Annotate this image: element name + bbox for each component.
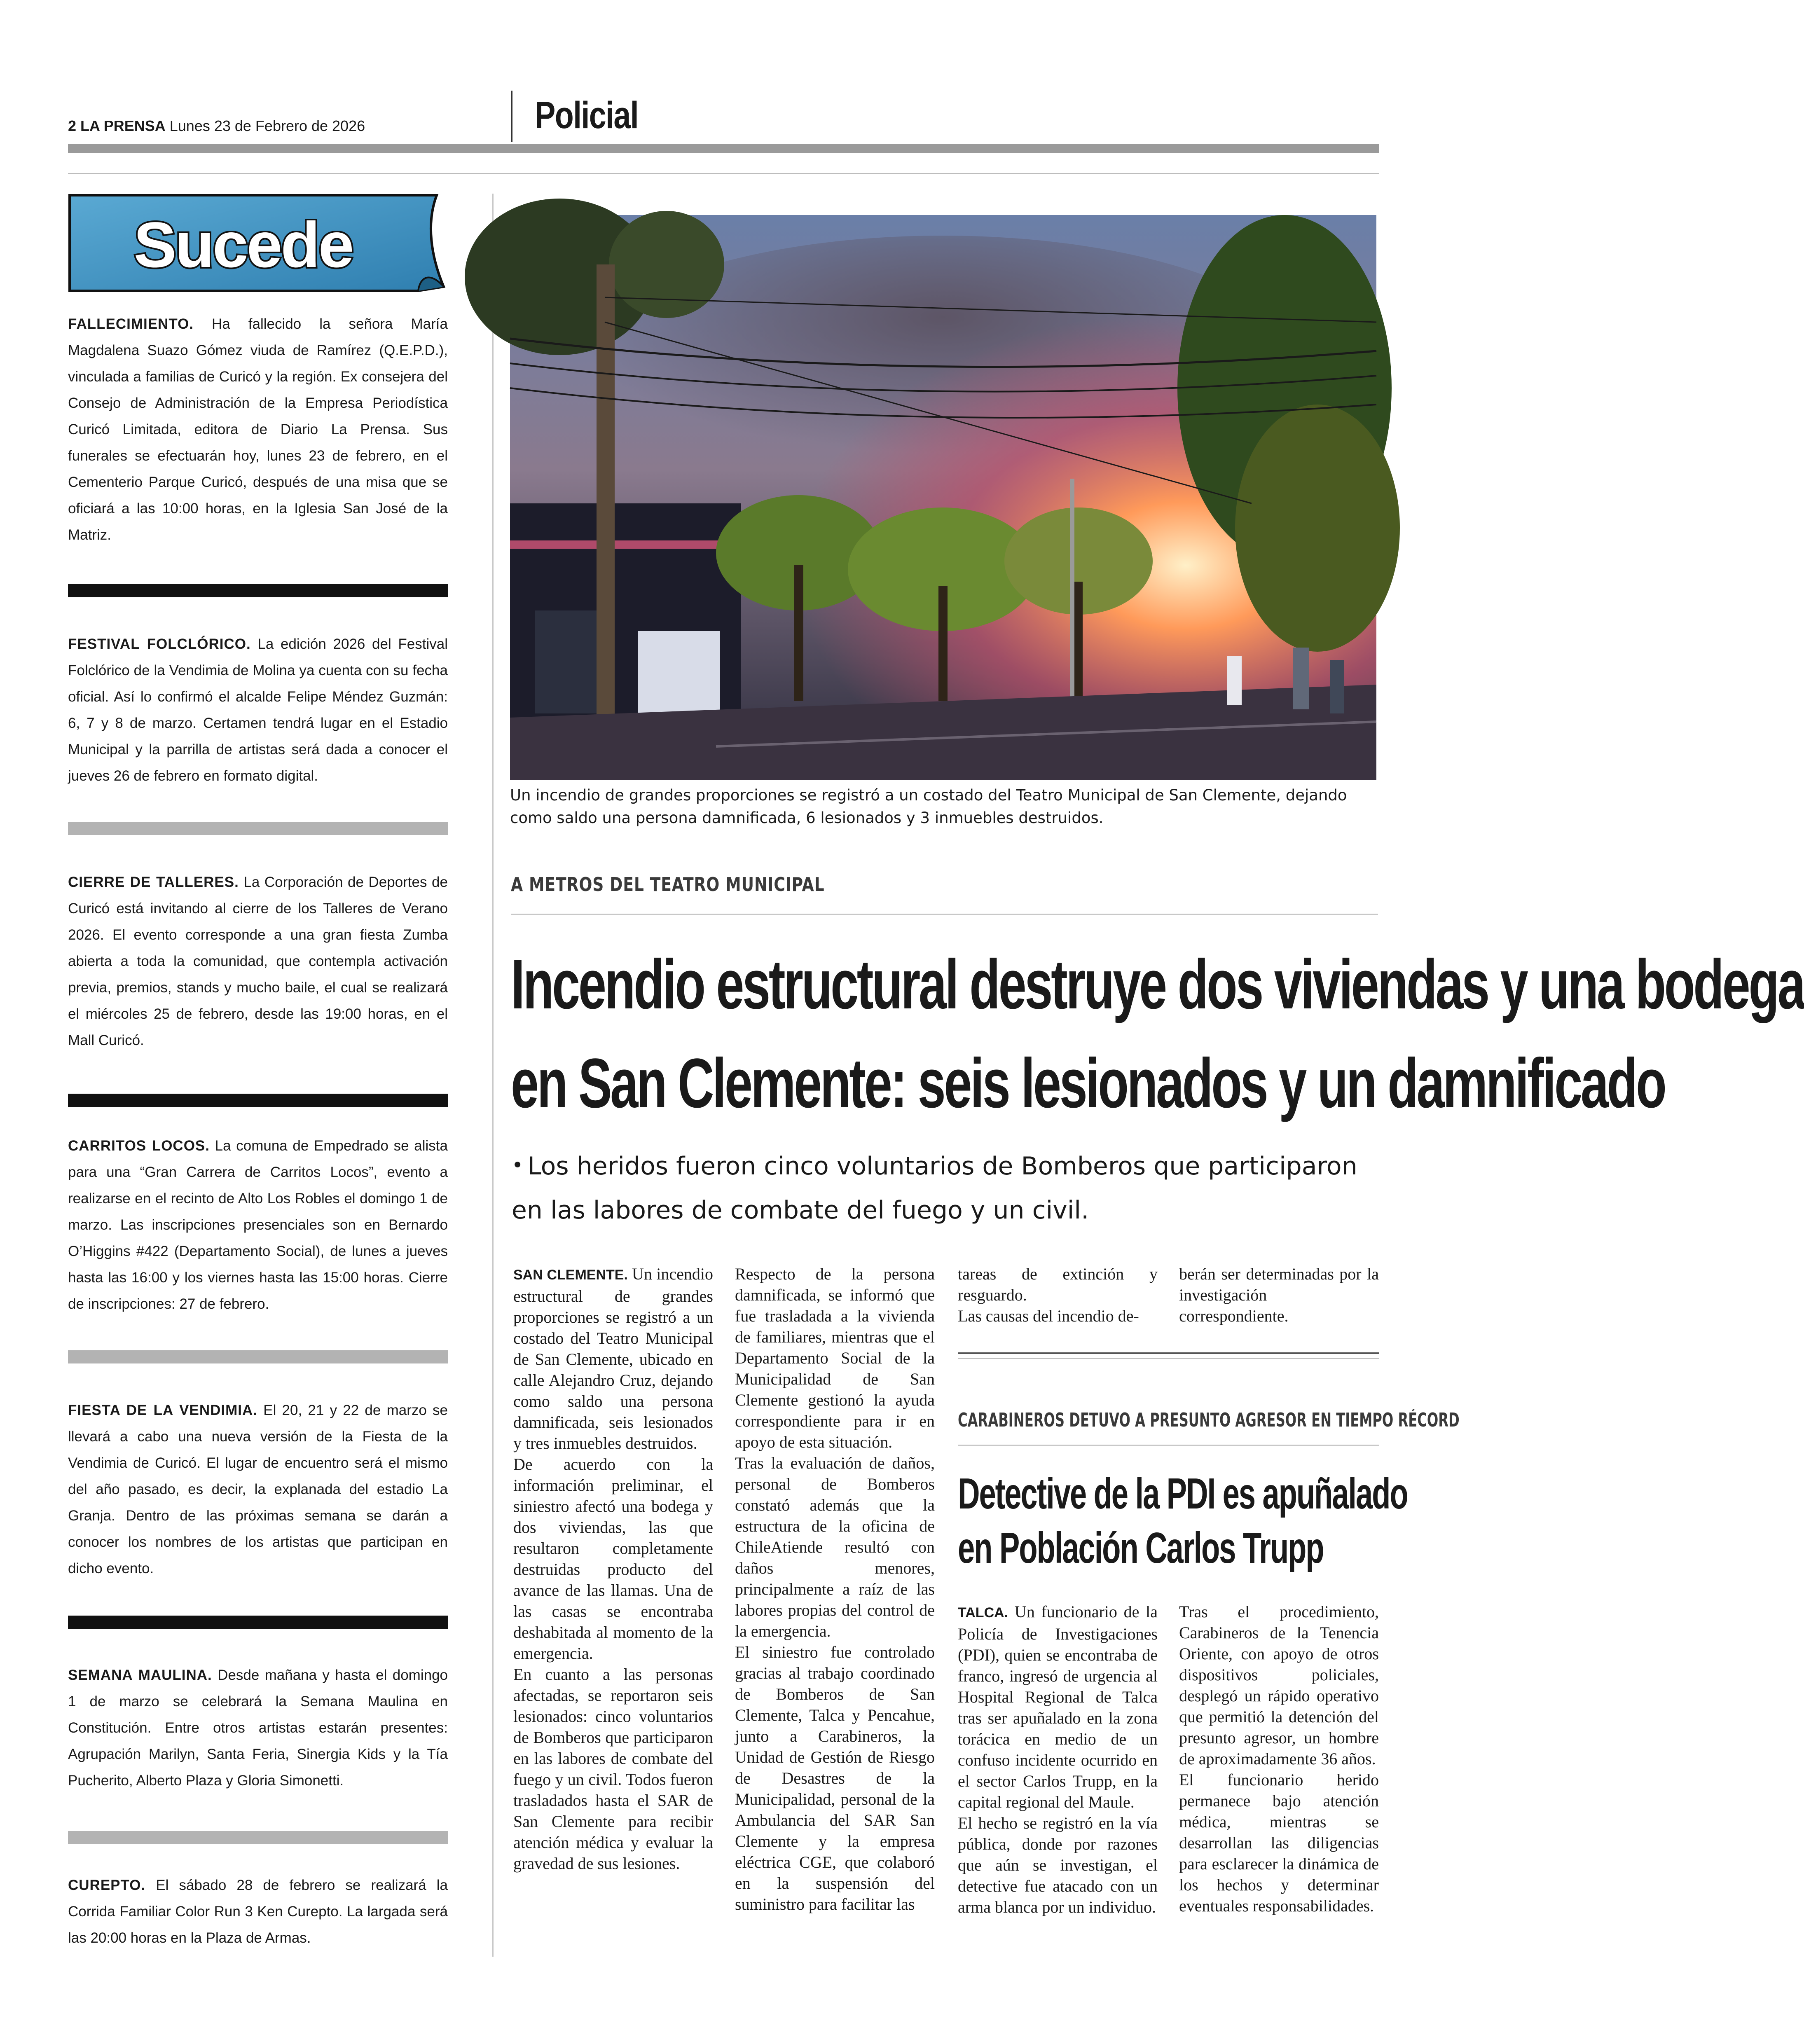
page-header-info: [68, 117, 365, 135]
second-story-dateline: TALCA.: [958, 1605, 1008, 1621]
story-column-1: SAN CLEMENTE. Un incendio estructural de grandes proporciones se registró a un costado del Teatro Municipal de San Clemente, ubicado en calle Alejandro Cruz, dejando como saldo una persona damnificada, seis lesionados y tres inmuebles destruidos. De acuerdo con la información preliminar, el siniestro afectó una bodega y dos viviendas, las que resultaron completamente destruidas producto del avance de las llamas. Una de las casas se encontraba deshabitada al momento de la emergencia. En cuanto a las personas afectadas, se reportaron seis lesionados: cinco voluntarios de Bomberos que participaron en las labores de combate del fuego y un civil. Todos fueron trasladados hasta el SAR de San Clemente para recibir atención médica y evaluar la gravedad de sus lesiones.: [513, 1265, 714, 1873]
notice-separator: [68, 584, 448, 597]
story-column-3: tareas de extinción y resguardo. Las causas del incendio de-: [958, 1265, 1158, 1325]
notice-separator: [68, 1831, 448, 1844]
story-column-2: Respecto de la persona damnificada, se informó que fue trasladada a la vivienda de familiares, mientras que el Departamento Social de la Municipalidad de San Clemente gestionó la ayuda correspondiente para ir en apoyo de esta situación. Tras la evaluación de daños, personal de Bomberos constató además que la estructura de la oficina de ChileAtiende resultó con daños menores, principalmente a raíz de las labores propias del control de la emergencia. El siniestro fue controlado gracias al trabajo coordinado de Bomberos de San Clemente, Talca y Pencahue, junto a Carabineros, la Unidad de Gestión de Riesgo de Desastres de la Municipalidad, personal de la Ambulancia del SAR San Clemente y la empresa eléctrica CGE, que colaboró en la suspensión del suministro para facilitar las: [735, 1265, 935, 1913]
second-story-column-1: TALCA. Un funcionario de la Policía de Investigaciones (PDI), quien se encontraba de franco, ingresó de urgencia al Hospital Regional de Talca tras ser apuñalado en la zona torácica en medio de un confuso incidente ocurrido en el sector Carlos Trupp, en la capital regional del Maule. El hecho se registró en la vía pública, donde por razones que aún se investigan, el detective fue atacado con un arma blanca por un individuo.: [958, 1602, 1158, 1916]
header-rule: [68, 173, 1379, 174]
notice-cierre-talleres: CIERRE DE TALLERES. La Corporación de Deportes de Curicó está invitando al cierre de los Talleres de Verano 2026. El evento corresponde a una gran fiesta Zumba abierta a toda la comunidad, que contempla activación previa, premios, stands y mucho baile, el cual se realizará el miércoles 25 de febrero, desde las 19:00 horas, en el Mall Curicó.: [68, 874, 448, 1048]
page-number: 2: [68, 117, 77, 134]
notice-separator: [68, 1094, 448, 1107]
header-bar: [68, 144, 1379, 153]
notice-separator: [68, 1350, 448, 1363]
notice-festival-folclorico: FESTIVAL FOLCLÓRICO. La edición 2026 del Festival Folclórico de la Vendimia de Molina ya cuenta con su fecha oficial. Así lo confirmó el alcalde Felipe Méndez Guzmán: 6, 7 y 8 de marzo. Certamen tendrá lugar en el Estadio Municipal y la parrilla de artistas será dada a conocer el jueves 26 de febrero en formato digital.: [68, 636, 448, 784]
story-column-4: berán ser determinadas por la investigación correspondiente.: [1179, 1265, 1379, 1325]
notice-fiesta-vendimia: FIESTA DE LA VENDIMIA. El 20, 21 y 22 de marzo se llevará a cabo una nueva versión de la Fiesta de la Vendimia de Curicó. El lugar de encuentro será el mismo del año pasado, es decir, la explanada del estadio La Granja. Dentro de las próximas semana se darán a conocer los nombres de los artistas que participan en dicho evento.: [68, 1402, 448, 1576]
column-divider: [492, 194, 494, 1957]
edition-date: Lunes 23 de Febrero de 2026: [169, 117, 365, 134]
notice-curepto: CUREPTO. El sábado 28 de febrero se realizará la Corrida Familiar Color Run 3 Ken Curepto. La largada será las 20:00 horas en la Plaza de Armas.: [68, 1877, 448, 1946]
photo-caption: Un incendio de grandes proporciones se registró a un costado del Teatro Municipal de San Clemente, dejando como saldo una persona damnificada, 6 lesionados y 3 inmuebles destruidos.: [510, 786, 1347, 827]
story-divider-thin: [958, 1358, 1379, 1359]
notice-fallecimiento: FALLECIMIENTO. Ha fallecido la señora María Magdalena Suazo Gómez viuda de Ramírez (Q.E.P.D.), vinculada a familias de Curicó y la región. Ex consejera del Consejo de Administración de la Empresa Periodística Curicó Limitada, editora de Diario La Prensa. Sus funerales se efectuarán hoy, lunes 23 de febrero, en el Cementerio Parque Curicó, después de una misa que se oficiará a las 10:00 horas, en la Iglesia San José de la Matriz.: [68, 316, 448, 543]
second-story-headline: Detective de la PDI es apuñalado en Población Carlos Trupp: [958, 1469, 1408, 1572]
second-story-column-2: Tras el procedimiento, Carabineros de la Tenencia Oriente, con apoyo de otros dispositivos policiales, desplegó un rápido operativo que permitió la detención del presunto agresor, un hombre de aproximadamente 36 años. El funcionario herido permanece bajo atención médica, mientras se desarrollan las diligencias para esclarecer la dinámica de los hechos y determinar eventuales responsabilidades.: [1179, 1602, 1379, 1915]
notice-carritos-locos: CARRITOS LOCOS. La comuna de Empedrado se alista para una “Gran Carrera de Carritos Locos”, evento a realizarse en el recinto de Alto Los Robles el domingo 1 de marzo. Las inscripciones presenciales son en Bernardo O’Higgins #422 (Departamento Social), de lunes a jueves hasta las 16:00 y los viernes hasta las 15:00 horas. Cierre de inscripciones: 27 de febrero.: [68, 1138, 448, 1312]
paper-name: LA PRENSA: [80, 117, 166, 134]
kicker-rule: [511, 914, 1378, 915]
notice-semana-maulina: SEMANA MAULINA. Desde mañana y hasta el domingo 1 de marzo se celebrará la Semana Maulina en Constitución. Entre otros artistas estarán presentes: Agrupación Marilyn, Santa Feria, Sinergia Kids y la Tía Pucherito, Alberto Plaza y Gloria Simonetti.: [68, 1667, 448, 1789]
sucede-banner: [68, 194, 447, 292]
lead-bullet: •: [512, 1154, 524, 1177]
story-headline: Incendio estructural destruye dos viviendas y una bodega en San Clemente: seis lesionados y un damnificado: [511, 945, 1804, 1123]
story-divider: [958, 1352, 1379, 1354]
second-story-kicker: CARABINEROS DETUVO A PRESUNTO AGRESOR EN TIEMPO RÉCORD: [958, 1409, 1460, 1431]
story-kicker: A METROS DEL TEATRO MUNICIPAL: [511, 873, 825, 896]
second-kicker-rule: [958, 1445, 1379, 1446]
notice-separator: [68, 1616, 448, 1629]
sucede-title: Sucede: [133, 209, 353, 281]
notice-separator: [68, 822, 448, 835]
section-title: Policial: [535, 94, 639, 136]
header-divider: [511, 91, 512, 142]
story-dateline: SAN CLEMENTE.: [513, 1267, 628, 1283]
story-lead: • Los heridos fueron cinco voluntarios de Bomberos que participaron en las labores de combate del fuego y un civil.: [512, 1152, 1357, 1225]
fire-photo: [510, 215, 1376, 780]
